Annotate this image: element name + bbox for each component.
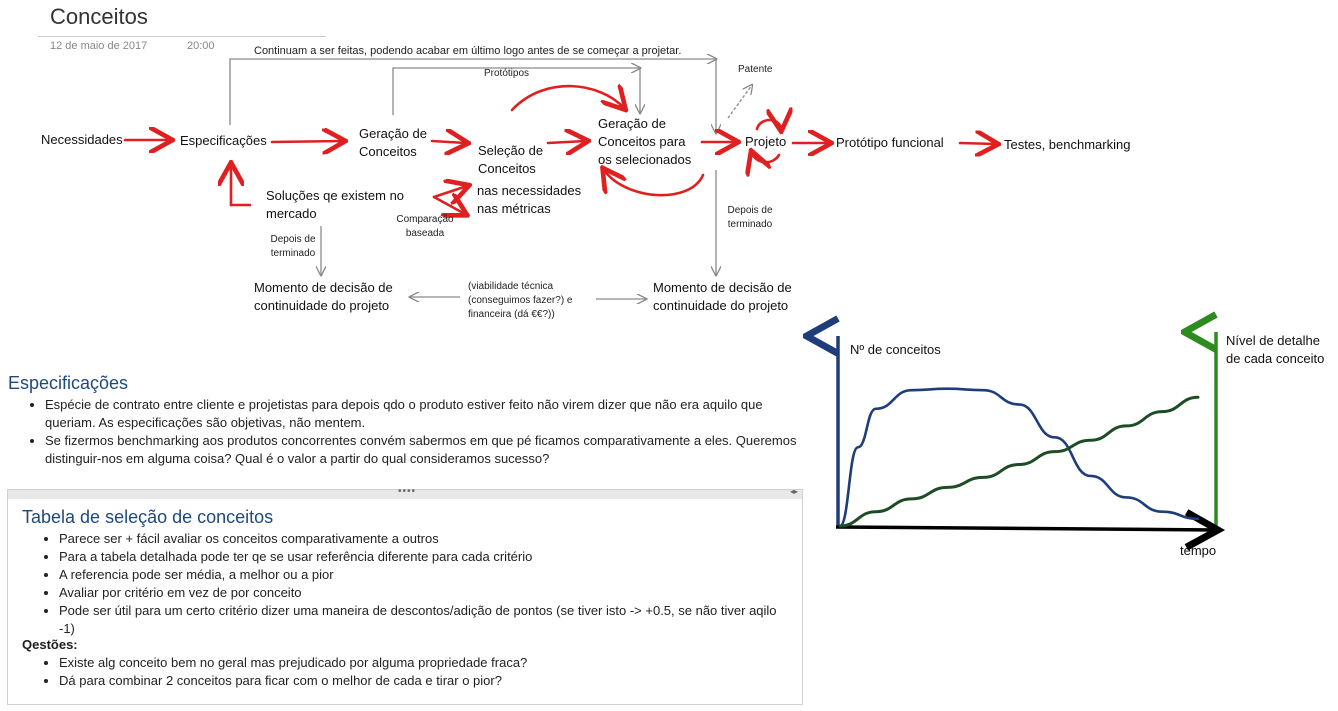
series-detail-line bbox=[840, 397, 1198, 526]
table-bullet: • Parece ser + fácil avaliar os conceitos comparativamente a outros bbox=[59, 530, 779, 548]
table-title: Tabela de seleção de conceitos bbox=[22, 507, 274, 527]
node-based-needs: nas necessidades bbox=[477, 183, 582, 198]
node-market-solutions: Soluções qe existem no mercado bbox=[266, 188, 405, 221]
prototypes-label: Protótipos bbox=[484, 68, 530, 79]
top-note: Continuam a ser feitas, podendo acabar em último logo antes de se começar a projetar. bbox=[254, 45, 682, 57]
drag-handle-icon[interactable]: •••• bbox=[398, 486, 417, 497]
node-viability: (viabilidade técnica (conseguimos fazer?) e financeira (dá €€?)) bbox=[468, 281, 573, 320]
specs-title: Especificações bbox=[8, 373, 129, 393]
node-needs: Necessidades bbox=[41, 132, 123, 147]
specs-bullet: • Espécie de contrato entre cliente e projetistas para depois qdo o produto estiver feito não virem dizer que não era aquilo que queriam. As especificações são objetivas, não mentem. bbox=[45, 396, 800, 432]
patent-label: Patente bbox=[738, 64, 773, 75]
table-bullet: • A referencia pode ser média, a melhor ou a pior bbox=[59, 566, 779, 584]
page-title[interactable]: Conceitos bbox=[50, 4, 148, 29]
page-time: 20:00 bbox=[187, 40, 215, 52]
node-after-right: Depois de terminado bbox=[727, 205, 773, 230]
table-bullet: • Para a tabela detalhada pode ter qe se usar referência diferente para cada critério bbox=[59, 548, 779, 566]
node-selection: Seleção de Conceitos bbox=[478, 143, 544, 176]
node-generation-1: Geração de Conceitos bbox=[359, 126, 427, 159]
node-after-left: Depois de terminado bbox=[270, 234, 316, 259]
questions-label: Qestões: bbox=[22, 637, 78, 652]
question-item: • Dá para combinar 2 conceitos para ficar com o melhor de cada e tirar o pior? bbox=[59, 672, 779, 690]
chart-right-axis-label: Nível de detalhe de cada conceito bbox=[1226, 333, 1325, 366]
node-decision-right: Momento de decisão de continuidade do projeto bbox=[653, 280, 792, 313]
page-date: 12 de maio de 2017 bbox=[50, 40, 148, 52]
node-project: Projeto bbox=[745, 134, 787, 149]
chart-x-axis-label: tempo bbox=[1180, 543, 1217, 558]
table-bullet: • Pode ser útil para um certo critério dizer uma maneira de descontos/adição de pontos (se tiver isto -> +0.5, se não tiver aqilo -1) bbox=[59, 602, 779, 638]
node-functional-prototype: Protótipo funcional bbox=[836, 135, 944, 150]
node-tests: Testes, benchmarking bbox=[1004, 137, 1131, 152]
node-specs: Especificações bbox=[180, 133, 267, 148]
node-generation-2: Geração de Conceitos para os selecionados bbox=[598, 116, 692, 167]
node-based-metrics: nas métricas bbox=[477, 201, 551, 216]
chart-left-axis-label: Nº de conceitos bbox=[850, 342, 941, 357]
chart-x-axis bbox=[836, 527, 1218, 530]
table-bullet: • Avaliar por critério em vez de por conceito bbox=[59, 584, 779, 602]
node-comparison: Comparação baseada bbox=[396, 214, 454, 239]
resize-icon[interactable]: ◂▸ bbox=[789, 487, 798, 496]
node-decision-left: Momento de decisão de continuidade do projeto bbox=[254, 280, 393, 313]
specs-bullet: • Se fizermos benchmarking aos produtos concorrentes convém sabermos em que pé ficamos comparativamente a eles. Queremos distinguir-nos em alguma coisa? Qual é o valor a partir do qual consideramos sucesso? bbox=[45, 432, 800, 468]
question-item: • Existe alg conceito bem no geral mas prejudicado por alguma propriedade fraca? bbox=[59, 654, 779, 672]
